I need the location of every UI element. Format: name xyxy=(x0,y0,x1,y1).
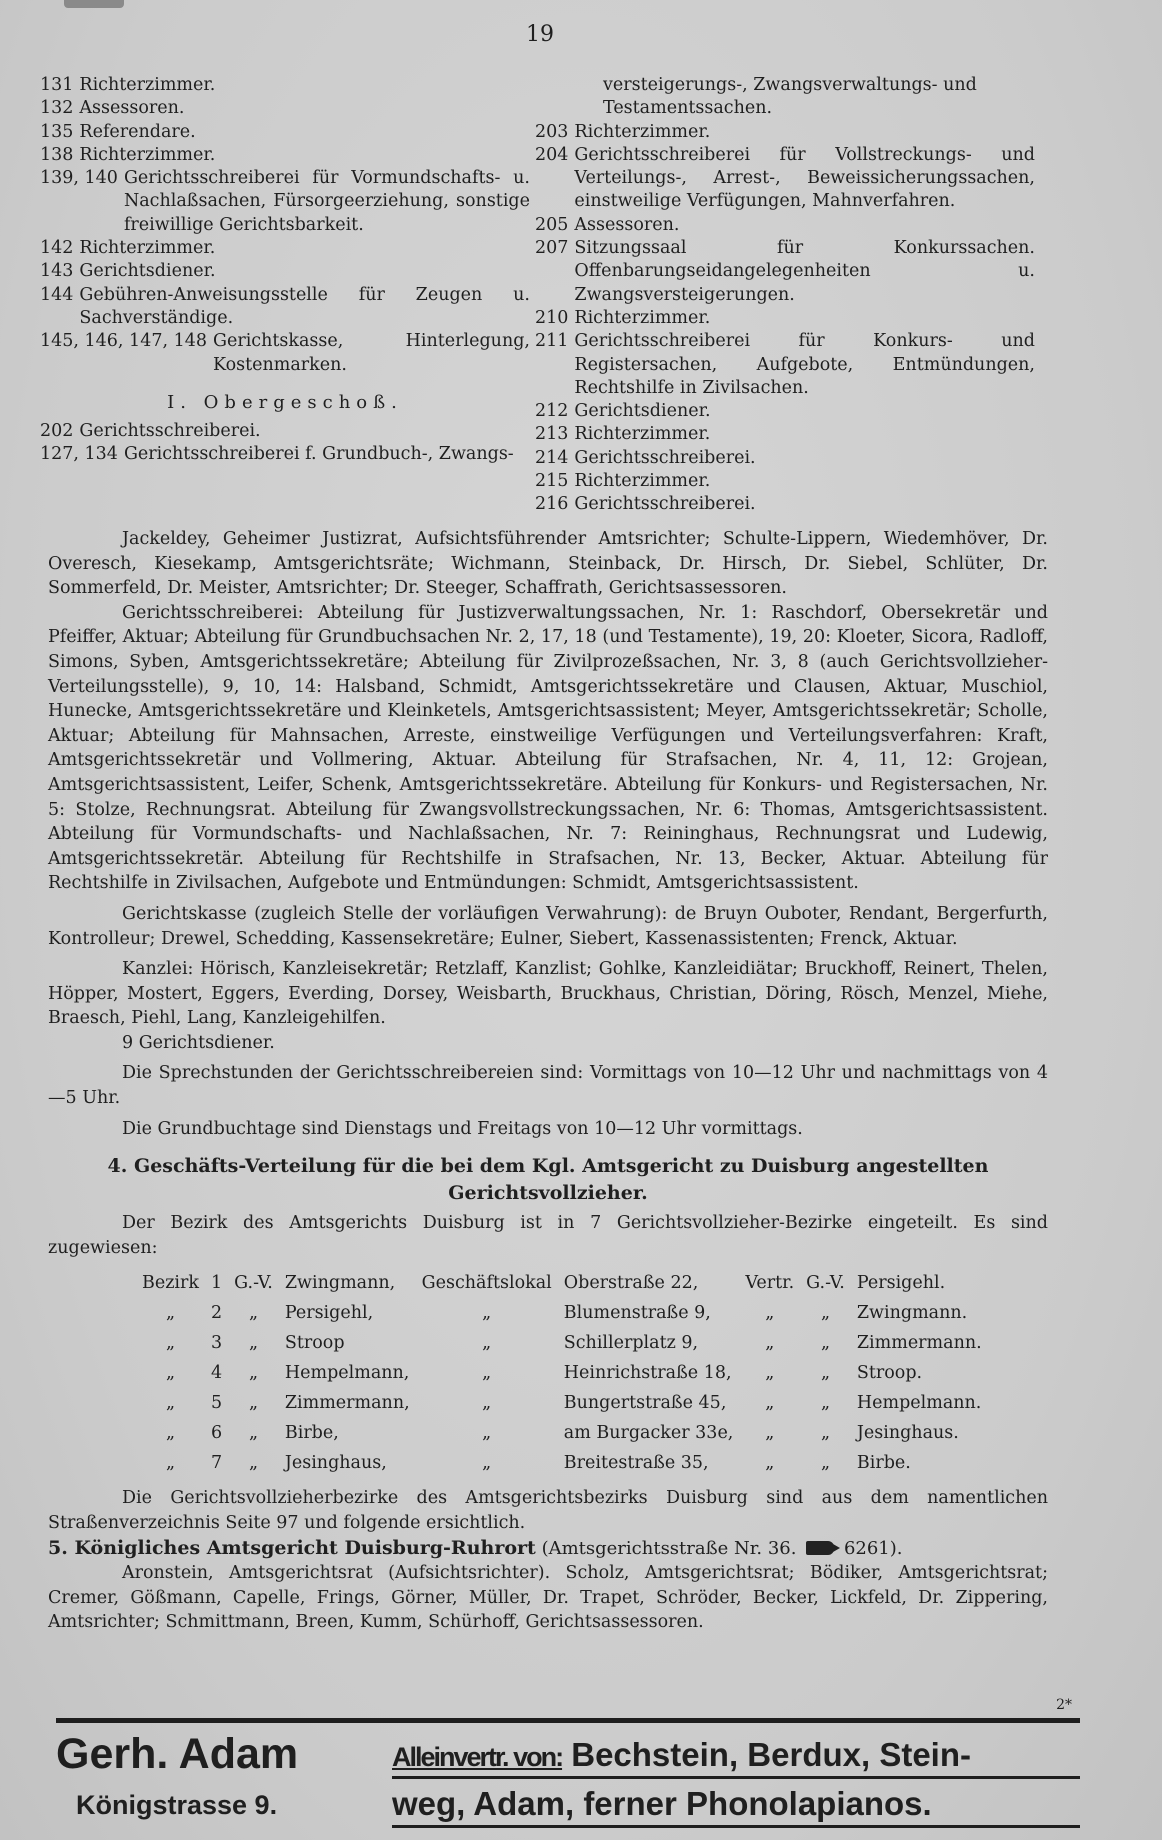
room-entry xyxy=(40,284,530,331)
room-description: Gerichtsdiener. xyxy=(79,261,216,282)
room-number: 214 xyxy=(535,447,569,468)
ad-top-rule xyxy=(56,1718,1080,1723)
ad-company-name: Gerh. Adam xyxy=(56,1730,299,1778)
ad-line-1 xyxy=(392,1736,1080,1779)
district-deputy: Zwingmann. xyxy=(856,1303,968,1324)
district-rep: „ xyxy=(765,1453,775,1474)
district-gv: „ xyxy=(248,1303,259,1324)
room-description: Richterzimmer. xyxy=(574,424,711,445)
room-number: 138 xyxy=(40,144,74,165)
district-office: „ xyxy=(482,1363,492,1384)
room-entry xyxy=(40,330,530,377)
room-description: Richterzimmer. xyxy=(574,121,711,142)
room-number: 143 xyxy=(40,261,74,282)
room-number: 213 xyxy=(535,424,569,445)
hours-paragraph: Die Sprechstunden der Gerichtsschreibereien sind: Vormittags von 10—12 Uhr und nachmittags von 4—5 Uhr. xyxy=(48,1063,1048,1109)
district-no: 5 xyxy=(211,1393,223,1414)
room-number: 204 xyxy=(535,144,569,165)
room-description: Richterzimmer. xyxy=(79,75,216,95)
room-entry xyxy=(40,97,530,120)
district-rep: „ xyxy=(765,1423,775,1444)
room-number: 144 xyxy=(40,284,74,305)
room-description: Richterzimmer. xyxy=(79,238,216,259)
district-gv: „ xyxy=(248,1333,259,1354)
room-number: 142 xyxy=(40,238,74,259)
room-entry xyxy=(40,121,530,144)
district-deputy: Jesinghaus. xyxy=(856,1423,959,1444)
room-number: 131 xyxy=(40,75,74,95)
scan-tab-mark xyxy=(64,0,124,8)
section5-staff: Aronstein, Amtsgerichtsrat (Aufsichtsrichter). Scholz, Amtsgerichtsrat; Bödiker, Amtsgerichtsrat; Cremer, Gößmann, Capelle, Frings, Görner, Müller, Dr. Trapet, Schröder, Becker, Lickfeld, Dr. Zippering, Amtsrichter; Schmittmann, Breen, Kumm, Schürhoff, Gerichtsassessoren. xyxy=(48,1563,1048,1633)
room-list-right xyxy=(535,74,1035,517)
room-entry xyxy=(40,420,530,443)
district-label: „ xyxy=(165,1333,176,1354)
chancery-paragraph: Kanzlei: Hörisch, Kanzleisekretär; Retzlaff, Kanzlist; Gohlke, Kanzleidiätar; Bruckhoff, Reinert, Thelen, Höpper, Mostert, Eggers, Everding, Dorsey, Weisbarth, Bruckhaus, Christian, Döring, Rösch, Menzel, Miehe, Braesch, Piehl, Lang, Kanzleigehilfen. xyxy=(48,959,1048,1029)
room-description: Gerichtsschreiberei. xyxy=(79,421,261,442)
room-number: 145, 146, 147, 148 xyxy=(40,331,207,352)
district-name: Hempelmann, xyxy=(284,1363,410,1384)
room-description: Gebühren-Anweisungsstelle für Zeugen u. Sachverständige. xyxy=(79,284,530,328)
room-description: Gerichtsschreiberei für Vormundschafts- u. Nachlaßsachen, Fürsorgeerziehung, sonstige freiwillige Gerichtsbarkeit. xyxy=(123,168,530,235)
room-description: Gerichtsdiener. xyxy=(574,401,711,422)
district-name: Jesinghaus, xyxy=(284,1453,387,1474)
district-address: Breitestraße 35, xyxy=(563,1453,709,1474)
room-description: Richterzimmer. xyxy=(574,471,711,492)
district-name: Zwingmann, xyxy=(284,1273,396,1294)
room-number: 212 xyxy=(535,401,569,422)
district-address: Bungertstraße 45, xyxy=(563,1393,727,1414)
district-row xyxy=(136,1388,988,1418)
district-no: 6 xyxy=(211,1423,223,1444)
district-address: Blumenstraße 9, xyxy=(563,1303,711,1324)
room-number: 205 xyxy=(535,214,569,235)
advertisement xyxy=(56,1718,1082,1828)
room-entry xyxy=(535,237,1035,307)
room-number: 210 xyxy=(535,307,569,328)
room-entry xyxy=(535,400,1035,423)
district-deputy: Zimmermann. xyxy=(856,1333,982,1354)
room-entry xyxy=(535,121,1035,144)
district-office: „ xyxy=(482,1423,492,1444)
district-address: Oberstraße 22, xyxy=(563,1273,699,1294)
district-rep: „ xyxy=(765,1303,775,1324)
room-description: Referendare. xyxy=(79,121,196,142)
room-entry xyxy=(40,144,530,167)
district-deputy: Stroop. xyxy=(856,1363,923,1384)
room-number: 139, 140 xyxy=(40,168,118,189)
ad-line-1-brands: Bechstein, Berdux, Stein- xyxy=(571,1736,971,1773)
room-number: 215 xyxy=(535,471,569,492)
room-entry xyxy=(40,167,530,237)
district-label: „ xyxy=(165,1453,176,1474)
room-description: Gerichtsschreiberei für Konkurs- und Registersachen, Aufgebote, Entmündungen, Rechtshilfe in Zivilsachen. xyxy=(574,331,1035,398)
district-row xyxy=(136,1448,988,1478)
district-rep: Vertr. xyxy=(745,1273,795,1294)
room-number: 132 xyxy=(40,98,74,119)
ad-address: Königstrasse 9. xyxy=(76,1790,278,1820)
district-deputy: Birbe. xyxy=(856,1453,911,1474)
district-office: „ xyxy=(482,1393,492,1414)
room-entry xyxy=(535,214,1035,237)
room-entry xyxy=(535,330,1035,400)
room-number: 216 xyxy=(535,494,569,515)
room-entry xyxy=(535,144,1035,214)
room-entry xyxy=(535,470,1035,493)
district-gv: „ xyxy=(248,1423,259,1444)
landregistry-paragraph: Die Grundbuchtage sind Dienstags und Freitags von 10—12 Uhr vormittags. xyxy=(122,1118,803,1139)
district-deputy: Persigehl. xyxy=(856,1273,946,1294)
room-description: Gerichtsschreiberei f. Grundbuch-, Zwangs- xyxy=(123,444,514,465)
signature-mark: 2* xyxy=(1056,1697,1072,1713)
room-number: 135 xyxy=(40,121,74,142)
district-gv: „ xyxy=(248,1363,259,1384)
district-rep-gv: „ xyxy=(820,1393,831,1414)
district-office: Geschäftslokal xyxy=(421,1273,552,1294)
district-row xyxy=(136,1268,988,1298)
district-no: 3 xyxy=(211,1333,223,1354)
room-list-left xyxy=(40,74,530,467)
district-name: Persigehl, xyxy=(284,1303,374,1324)
district-rep: „ xyxy=(765,1393,775,1414)
continuation-text: versteigerungs-, Zwangsverwaltungs- und Testamentssachen. xyxy=(603,75,977,119)
room-entry xyxy=(40,443,530,466)
district-no: 1 xyxy=(211,1273,223,1294)
room-description: Gerichtsschreiberei für Vollstreckungs- und Verteilungs-, Arrest-, Beweissicherungssachen, einstweilige Verfügungen, Mahnverfahren. xyxy=(574,144,1035,212)
district-row xyxy=(136,1358,988,1388)
district-address: Schillerplatz 9, xyxy=(563,1333,699,1354)
district-label: „ xyxy=(165,1393,176,1414)
district-row xyxy=(136,1328,988,1358)
district-label: „ xyxy=(165,1423,176,1444)
district-table xyxy=(136,1268,988,1478)
room-entry xyxy=(40,74,530,97)
room-description: Sitzungssaal für Konkurssachen. Offenbarungseidangelegenheiten u. Zwangsversteigerungen. xyxy=(574,238,1035,305)
district-rep: „ xyxy=(765,1363,775,1384)
room-number: 211 xyxy=(535,331,569,352)
room-description: Gerichtskasse, Hinterlegung, Kostenmarken. xyxy=(213,331,530,375)
section5-phone: 6261). xyxy=(843,1537,903,1559)
district-rep-gv: „ xyxy=(820,1423,831,1444)
ad-line-1-prefix: Alleinvertr. von: xyxy=(392,1742,563,1772)
district-office: „ xyxy=(482,1303,492,1324)
room-entry xyxy=(535,307,1035,330)
district-rep-gv: „ xyxy=(820,1333,831,1354)
section4-intro: Der Bezirk des Amtsgerichts Duisburg ist in 7 Gerichtsvollzieher-Bezirke eingeteilt. Es sind zugewiesen: xyxy=(48,1213,1048,1258)
district-name: Stroop xyxy=(284,1333,345,1354)
district-no: 4 xyxy=(211,1363,223,1384)
district-label: „ xyxy=(165,1303,176,1324)
main-text xyxy=(48,527,1048,1635)
room-number: 202 xyxy=(40,421,74,442)
room-description: Richterzimmer. xyxy=(79,144,216,165)
district-rep-gv: „ xyxy=(820,1453,831,1474)
ad-line-2: weg, Adam, ferner Phonolapianos. xyxy=(392,1785,1080,1828)
clerks-paragraph: Gerichtsschreiberei: Abteilung für Justizverwaltungssachen, Nr. 1: Raschdorf, Obersekretär und Pfeiffer, Aktuar; Abteilung für Grundbuchsachen Nr. 2, 17, 18 (und Testamente), 19, 20: Kloeter, Sicora, Radloff, Simons, Syben, Amtsgerichtssekretäre; Abteilung für Zivilprozeßsachen, Nr. 3, 8 (auch Gerichtsvollzieher-Verteilungsstelle), 9, 10, 14: Halsband, Schmidt, Amtsgerichtssekretäre und Clausen, Aktuar, Muschiol, Hunecke, Amtsgerichtssekretäre und Kleinketels, Amtsgerichtsassistent; Meyer, Amtsgerichtssekretär; Scholle, Aktuar; Abteilung für Mahnsachen, Arreste, einstweilige Verfügungen und Verteilungsverfahren: Kraft, Amtsgerichtssekretär und Vollmering, Aktuar. Abteilung für Strafsachen, Nr. 4, 11, 12: Grojean, Amtsgerichtsassistent, Leifer, Schenk, Amtsgerichtssekretäre. Abteilung für Konkurs- und Registersachen, Nr. 5: Stolze, Rechnungsrat. Abteilung für Zwangsvollstreckungssachen, Nr. 6: Thomas, Amtsgerichtsassistent. Abteilung für Vormundschafts- und Nachlaßsachen, Nr. 7: Reininghaus, Rechnungsrat und Ludewig, Amtsgerichtssekretär. Abteilung für Rechtshilfe in Strafsachen, Nr. 13, Becker, Aktuar. Abteilung für Rechtshilfe in Zivilsachen, Aufgebote und Entmündungen: Schmidt, Amtsgerichtsassistent. xyxy=(48,602,1048,894)
room-number: 203 xyxy=(535,121,569,142)
district-label: „ xyxy=(165,1363,176,1384)
cashier-paragraph: Gerichtskasse (zugleich Stelle der vorläufigen Verwahrung): de Bruyn Ouboter, Rendant, Bergerfurth, Kontrolleur; Drewel, Schedding, Kassensekretäre; Eulner, Siebert, Kassenassistenten; Frenck, Aktuar. xyxy=(48,903,1048,949)
room-entry xyxy=(535,447,1035,470)
room-description: Assessoren. xyxy=(574,214,680,235)
district-rep-gv: G.-V. xyxy=(806,1273,845,1294)
section4-note: Die Gerichtsvollzieherbezirke des Amtsgerichtsbezirks Duisburg sind aus dem namentlichen Straßenverzeichnis Seite 97 und folgende ersichtlich. xyxy=(48,1488,1048,1534)
room-description: Richterzimmer. xyxy=(574,307,711,328)
page-number: 19 xyxy=(526,22,554,47)
district-office: „ xyxy=(482,1333,492,1354)
district-rep-gv: „ xyxy=(820,1303,831,1324)
servants-paragraph: 9 Gerichtsdiener. xyxy=(122,1032,275,1053)
district-gv: „ xyxy=(248,1393,259,1414)
room-entry xyxy=(535,423,1035,446)
section5-title: 5. Königliches Amtsgericht Duisburg-Ruhrort xyxy=(48,1536,536,1559)
district-row xyxy=(136,1298,988,1328)
section5-address: (Amtsgerichtsstraße Nr. 36. xyxy=(541,1537,797,1559)
room-description: Gerichtsschreiberei. xyxy=(574,494,756,515)
district-office: „ xyxy=(482,1453,492,1474)
district-deputy: Hempelmann. xyxy=(856,1393,982,1414)
room-number: 207 xyxy=(535,238,569,259)
district-gv: „ xyxy=(248,1453,259,1474)
section5-heading xyxy=(48,1536,1048,1562)
room-description: Gerichtsschreiberei. xyxy=(574,447,756,468)
district-address: Heinrichstraße 18, xyxy=(563,1363,732,1384)
district-gv: G.-V. xyxy=(234,1273,273,1294)
floor-heading: I. Obergeschoß. xyxy=(167,391,403,413)
room-entry xyxy=(40,260,530,283)
telephone-icon xyxy=(806,1541,834,1555)
district-no: 2 xyxy=(211,1303,223,1324)
district-no: 7 xyxy=(211,1453,223,1474)
room-entry xyxy=(535,493,1035,516)
district-rep-gv: „ xyxy=(820,1363,831,1384)
district-name: Birbe, xyxy=(284,1423,339,1444)
judges-paragraph: Jackeldey, Geheimer Justizrat, Aufsichtsführender Amtsrichter; Schulte-Lippern, Wiedemhöver, Dr. Overesch, Kiesekamp, Amtsgerichtsräte; Wichmann, Steinback, Dr. Hirsch, Dr. Siebel, Schlüter, Dr. Sommerfeld, Dr. Meister, Amtsrichter; Dr. Steeger, Schaffrath, Gerichtsassessoren. xyxy=(48,529,1048,599)
district-address: am Burgacker 33e, xyxy=(563,1423,734,1444)
district-label: Bezirk xyxy=(142,1273,200,1294)
room-entry xyxy=(40,237,530,260)
district-row xyxy=(136,1418,988,1448)
district-rep: „ xyxy=(765,1333,775,1354)
room-number: 127, 134 xyxy=(40,444,118,465)
district-name: Zimmermann, xyxy=(284,1393,410,1414)
section4-title: 4. Geschäfts-Verteilung für die bei dem Kgl. Amtsgericht zu Duisburg angestellten Gerichtsvollzieher. xyxy=(107,1155,989,1205)
room-description: Assessoren. xyxy=(79,98,185,119)
